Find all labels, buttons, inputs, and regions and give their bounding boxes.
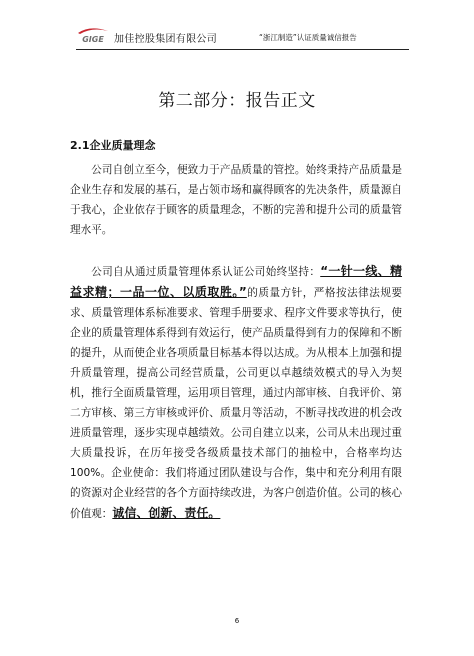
logo-text: GIGE (82, 35, 104, 44)
page-number: 6 (234, 617, 240, 625)
part-title: 第二部分：报告正文 (158, 91, 316, 111)
company-name: 加佳控股集团有限公司 (114, 34, 217, 45)
page-header (76, 24, 408, 46)
paragraph-quality-philosophy: 公司自创立至今，便致力于产品质量的管控。始终秉持产品质量是企业生存和发展的基石，是占领市场和赢得顾客的先决条件，质量源自于我心，企业依存于顾客的质量理念，不断的完善和提升公司的质量管理水平。 (70, 164, 402, 236)
quality-slogan: “一针一线、精益求精；一品一位、以质取胜。” (70, 264, 403, 299)
paragraph-body: 的质量方针，严格按法律法规要求、质量管理体系标准要求、管理手册要求、程序文件要求等执行，使企业的质量管理体系得到有效运行，使产品质量得到有力的保障和不断的提升，从而使企业各项质量目标基本得以达成。为从根本上加强和提升质量管理，提高公司经营质量，公司更以卓越绩效模式的导入为契机，推行全面质量管理，运用项目管理，通过内部审核、自我评价、第二方审核、第三方审核或评价、质量月等活动，不断寻找改进的机会改进质量管理，逐步实现卓越绩效。公司自建立以来，公司从未出现过重大质量投诉，在历年接受各级质量技术部门的抽检中，合格率均达100%。企业使命：我们将通过团队建设与合作，集中和充分利用有限的资源对企业经营的各个方面持续改进，为客户创造价值。公司的核心价值观： (70, 287, 403, 520)
core-values: 诚信、创新、责任。 (112, 506, 221, 520)
company-logo (76, 26, 110, 44)
report-name: “浙江制造”认证质量诚信报告 (259, 33, 357, 42)
paragraph-lead: 公司自从通过质量管理体系认证公司始终坚持： (91, 266, 321, 278)
section-heading: 2.1企业质量理念 (70, 139, 156, 152)
header-divider (76, 49, 409, 50)
paragraph-quality-policy (70, 261, 402, 524)
